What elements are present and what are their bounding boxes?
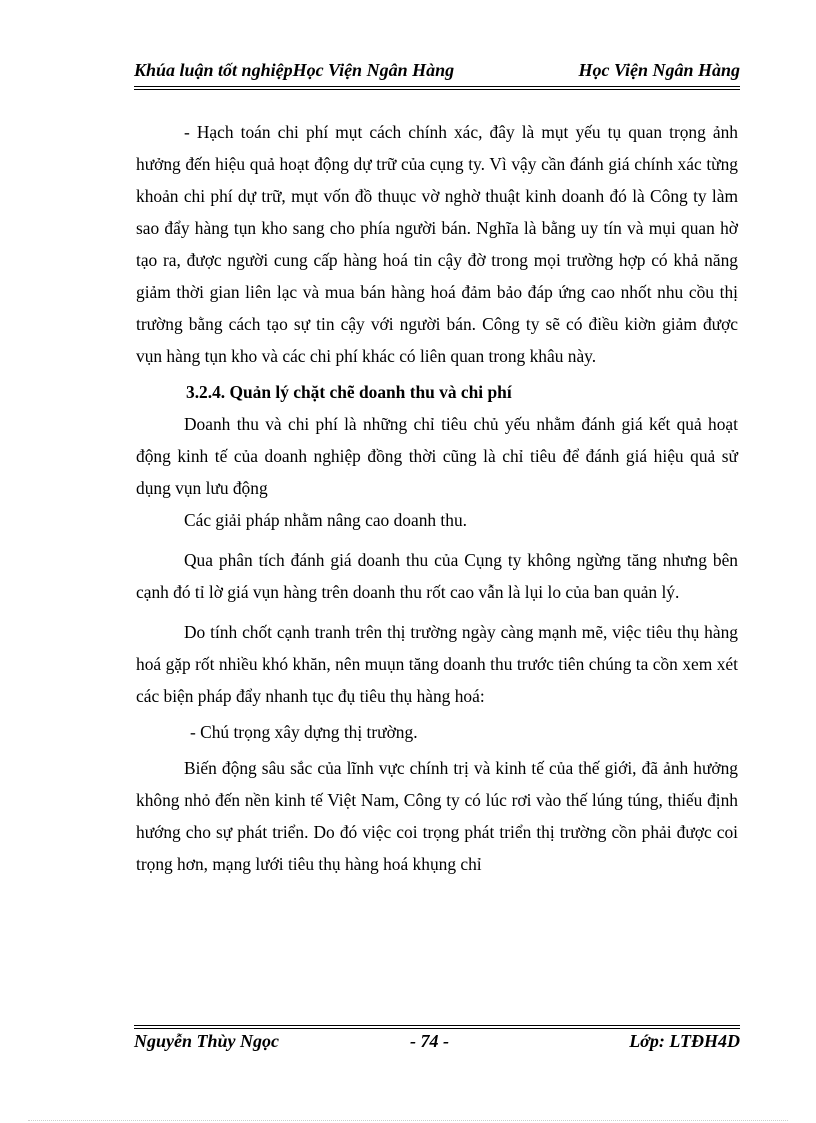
header-rule-top xyxy=(134,86,740,87)
paragraph-revenue-costs: Doanh thu và chi phí là những chỉ tiêu chủ yếu nhằm đánh giá kết quả hoạt động kinh tế của doanh nghiệp đồng thời cũng là chỉ tiêu để đánh giá hiệu quả sử dụng vụn lưu động xyxy=(136,414,738,498)
footer-rule-top xyxy=(134,1025,740,1026)
document-body xyxy=(136,116,738,880)
paragraph-cost-accounting: - Hạch toán chi phí mụt cách chính xác, đây là mụt yếu tụ quan trọng ảnh hưởng đến hiệu quả hoạt động dự trữ của cụng ty. Vì vậy cần đánh giá chính xác từng khoản chi phí dự trữ, mụt vốn đồ thuục vờ nghờ thuật kinh doanh đó là Công ty làm sao đẩy hàng tụn kho sang cho phía người bán. Nghĩa là bằng uy tín và mụi quan hờ tạo ra, được người cung cấp hàng hoá tin cậy đờ trong mọi trường hợp có khả năng giảm thời gian liên lạc và mua bán hàng hoá đảm bảo đáp ứng cao nhốt nhu cồu thị trường bằng cách tạo sự tin cậy với người bán. Công ty sẽ có điều kiờn giảm được vụn hàng tụn kho và các chi phí khác có liên quan trong khâu này. xyxy=(136,122,738,366)
paragraph-competition: Do tính chốt cạnh tranh trên thị trường ngày càng mạnh mẽ, việc tiêu thụ hàng hoá gặp rốt nhiều khó khăn, nên muụn tăng doanh thu trước tiên chúng ta cồn xem xét các biện pháp đẩy nhanh tục đụ tiêu thụ hàng hoá: xyxy=(136,622,738,706)
paragraph-analysis: Qua phân tích đánh giá doanh thu của Cụng ty không ngừng tăng nhưng bên cạnh đó tỉ lờ giá vụn hàng trên doanh thu rốt cao vẫn là lụi lo của ban quản lý. xyxy=(136,550,738,602)
page-number: - 74 - xyxy=(410,1031,449,1051)
paragraph-solutions: Các giải pháp nhằm nâng cao doanh thu. xyxy=(184,510,467,530)
footer-rule-bottom xyxy=(134,1028,740,1029)
footer-author: Nguyễn Thùy Ngọc xyxy=(134,1031,279,1051)
page-footer xyxy=(134,1031,740,1055)
page-bottom-divider xyxy=(28,1120,788,1121)
paragraph-global-changes: Biến động sâu sắc của lĩnh vực chính trị và kinh tế của thế giới, đã ảnh hưởng không nhỏ đến nền kinh tế Việt Nam, Công ty có lúc rơi vào thế lúng túng, thiếu định hướng cho sự phát triển. Do đó việc coi trọng phát triển thị trường cồn phải được coi trọng hơn, mạng lưới tiêu thụ hàng hoá khụng chỉ xyxy=(136,758,738,874)
header-rule-bottom xyxy=(134,89,740,90)
header-thesis-title: Khúa luận tốt nghiệpHọc Viện Ngân Hàng xyxy=(134,60,455,80)
footer-class: Lớp: LTĐH4D xyxy=(629,1031,740,1051)
section-heading: 3.2.4. Quản lý chặt chẽ doanh thu và chi phí xyxy=(186,382,512,402)
header-institution: Học Viện Ngân Hàng xyxy=(578,60,740,80)
paragraph-market-focus: - Chú trọng xây dựng thị trường. xyxy=(190,722,418,742)
page-header xyxy=(134,60,740,84)
